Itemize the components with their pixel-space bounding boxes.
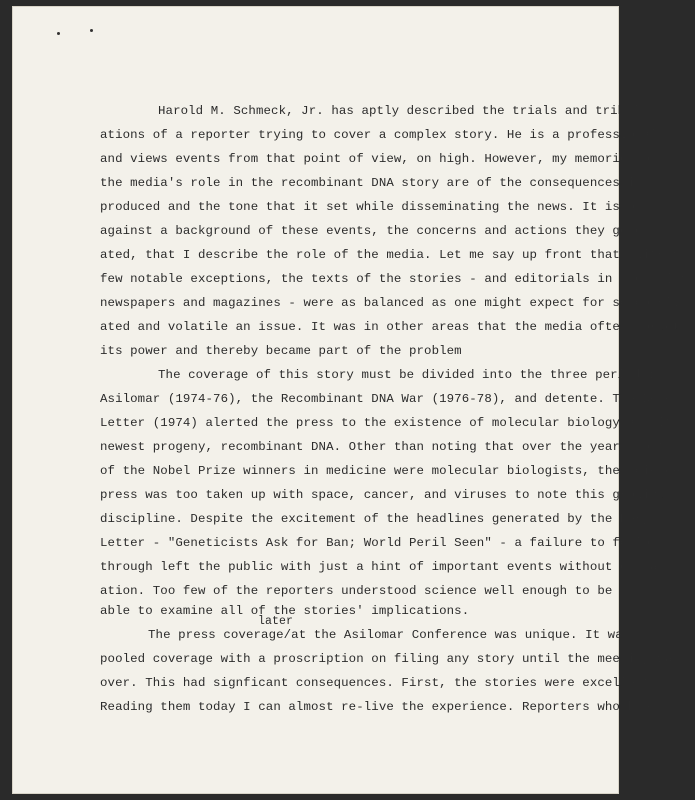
text-line: and views events from that point of view, on high. However, my memories of: [100, 152, 658, 166]
text-line: The press coverage/at the Asilomar Conference was unique. It was: [148, 628, 631, 642]
typed-page: [12, 6, 695, 794]
text-line: The coverage of this story must be divided into the three periods:: [158, 368, 656, 382]
text-line: Reading them today I can almost re-live the experience. Reporters who knew: [100, 700, 658, 714]
page-mark: [90, 29, 93, 32]
text-line: press was too taken up with space, cancer, and viruses to note this growing: [100, 488, 666, 502]
text-line: through left the public with just a hint of important events without explan-: [100, 560, 673, 574]
text-line: able to examine all of the stories' implications.: [100, 604, 470, 618]
text-line: ations of a reporter trying to cover a complex story. He is a professional: [100, 128, 658, 142]
text-line: discipline. Despite the excitement of the headlines generated by the Berg: [100, 512, 651, 526]
interlinear-insertion: later: [258, 615, 294, 628]
text-line: pooled coverage with a proscription on filing any story until the meeting was: [100, 652, 681, 666]
page-mark: [57, 32, 60, 35]
text-line: its power and thereby became part of the problem: [100, 344, 462, 358]
text-line: Asilomar (1974-76), the Recombinant DNA War (1976-78), and detente. The Berg: [100, 392, 673, 406]
text-line: Letter (1974) alerted the press to the existence of molecular biology and its: [100, 416, 681, 430]
text-line: ation. Too few of the reporters understood science well enough to be: [100, 584, 613, 598]
text-line: ated and volatile an issue. It was in other areas that the media often forgot: [100, 320, 681, 334]
text-line: Harold M. Schmeck, Jr. has aptly described the trials and tribul-: [158, 104, 648, 118]
text-line: few notable exceptions, the texts of the stories - and editorials in the major: [100, 272, 688, 286]
text-line: the media's role in the recombinant DNA story are of the consequences it: [100, 176, 643, 190]
text-line: over. This had signficant consequences. First, the stories were excellent.: [100, 676, 658, 690]
text-line: produced and the tone that it set while disseminating the news. It is only: [100, 200, 658, 214]
text-line: newest progeny, recombinant DNA. Other than noting that over the years most: [100, 440, 666, 454]
text-line: Letter - "Geneticists Ask for Ban; World Peril Seen" - a failure to follow: [100, 536, 658, 550]
text-line: newspapers and magazines - were as balanced as one might expect for so complic-: [100, 296, 695, 310]
text-line: against a background of these events, the concerns and actions they gener-: [100, 224, 658, 238]
text-line: of the Nobel Prize winners in medicine were molecular biologists, the science: [100, 464, 681, 478]
text-line: ated, that I describe the role of the media. Let me say up front that, with a: [100, 248, 681, 262]
